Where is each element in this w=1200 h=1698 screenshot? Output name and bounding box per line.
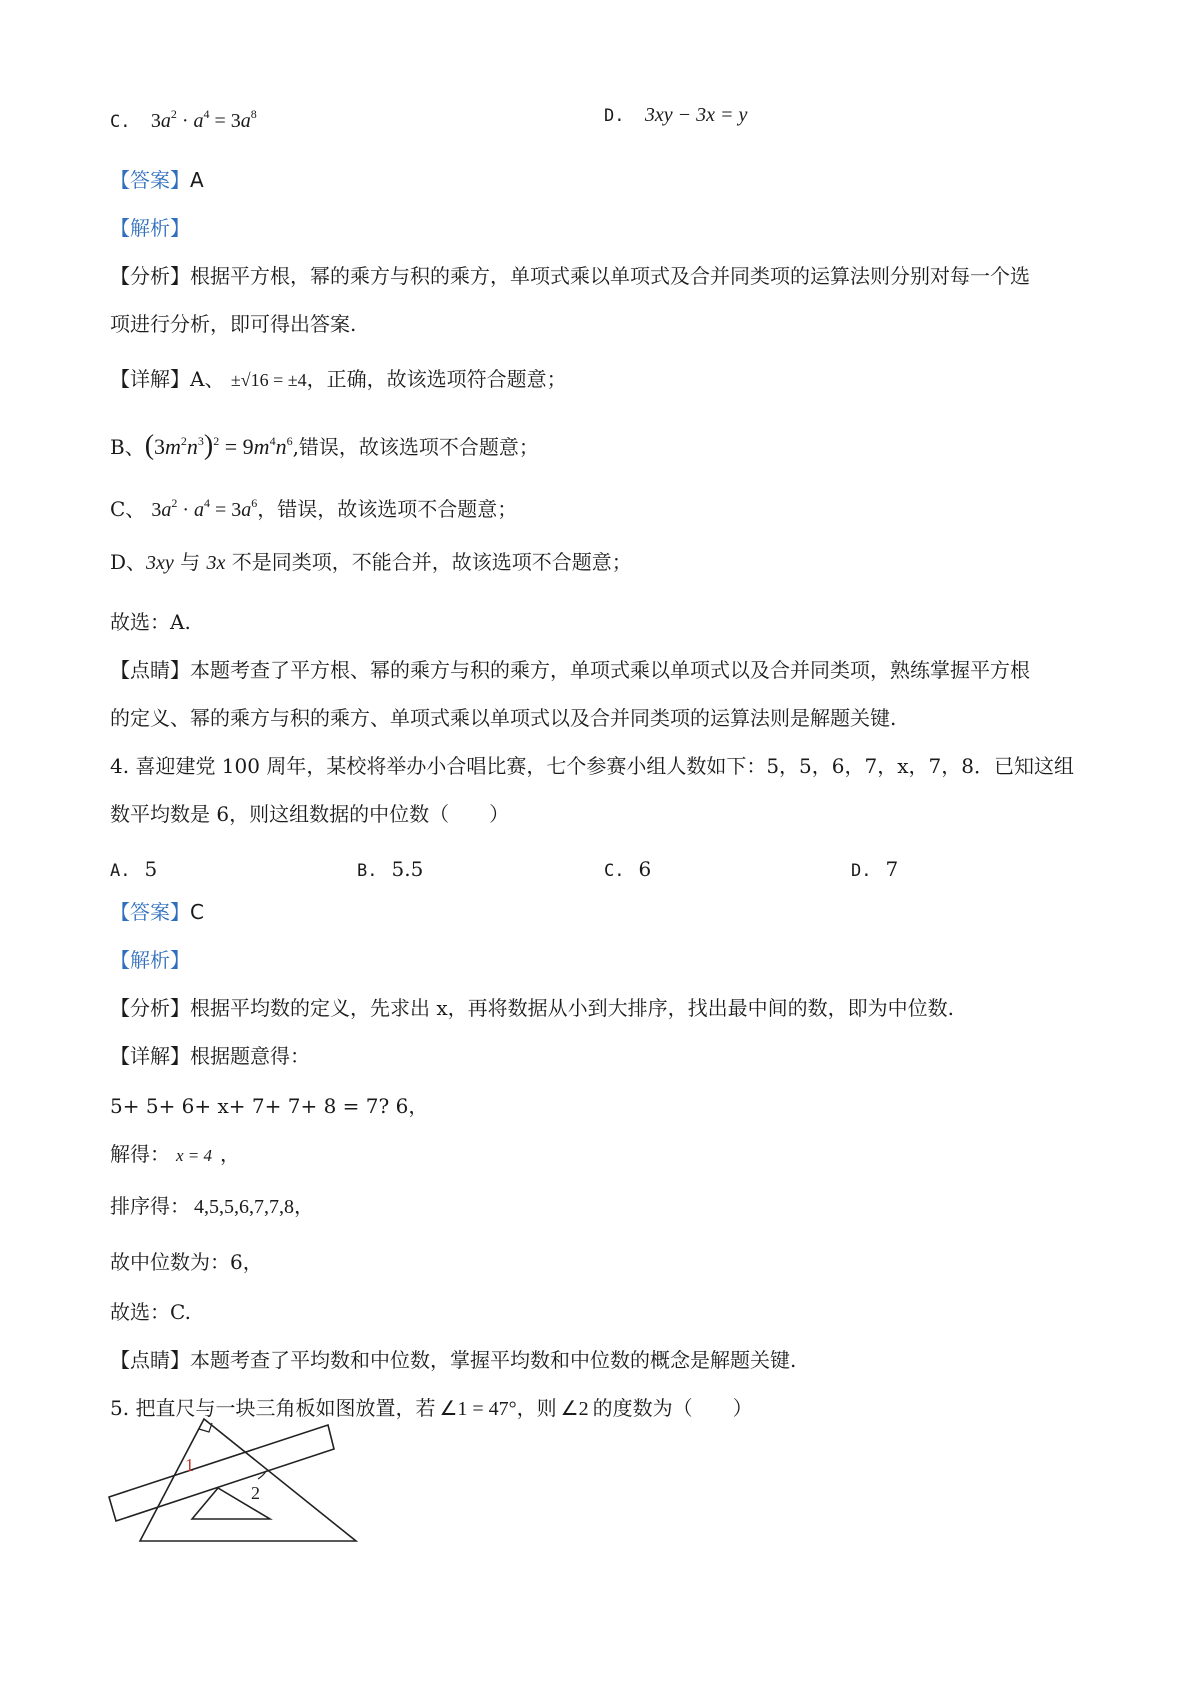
q4-solve: 解得： x = 4 ， xyxy=(110,1142,241,1166)
q4-dianjing: 【点睛】本题考查了平均数和中位数，掌握平均数和中位数的概念是解题关键. xyxy=(110,1348,797,1372)
answer-value: A xyxy=(190,168,204,192)
q4-option-b: B. 5.5 xyxy=(357,857,424,881)
q4-equation: 5+ 5+ 6+ x+ 7+ 7+ 8 = 7? 6， xyxy=(110,1094,429,1118)
q3-answer xyxy=(110,166,204,194)
q3-detail-d: D、3xy 与 3x 不是同类项，不能合并，故该选项不合题意； xyxy=(110,550,632,574)
q4-analysis-tag: 【解析】 xyxy=(110,948,190,972)
q3-fenxi-cont: 项进行分析，即可得出答案. xyxy=(110,312,357,336)
q4-option-c: C. 6 xyxy=(604,857,652,881)
q4-stem-cont: 数平均数是 6，则这组数据的中位数（ ） xyxy=(110,802,510,826)
q4-option-a: A. 5 xyxy=(110,857,158,881)
ruler-triangle-figure xyxy=(108,1415,368,1555)
option-label: C. xyxy=(110,112,131,132)
q4-stem: 4. 喜迎建党 100 周年，某校将举办小合唱比赛，七个参赛小组人数如下：5，5，6，7，x，7，8．已知这组 xyxy=(110,754,1074,778)
answer-tag: 【答案】 xyxy=(110,168,190,192)
q3-detail-c: C、 $3a^2 \cdot a^4 = 3a^6$，错误，故该选项不合题意； xyxy=(110,496,518,521)
ruler xyxy=(109,1425,334,1521)
q4-answer xyxy=(110,898,204,926)
q4-choose: 故选：C. xyxy=(110,1300,191,1324)
option-expression: 3xy − 3x = y xyxy=(644,104,748,126)
q4-xiangjie: 【详解】根据题意得： xyxy=(110,1044,310,1068)
q4-fenxi: 【分析】根据平均数的定义，先求出 x，再将数据从小到大排序，找出最中间的数，即为中位数. xyxy=(110,996,954,1020)
answer-value: C xyxy=(190,900,204,924)
xiangjie-tag: 【详解】 xyxy=(110,367,190,391)
q5-stem: 5. 把直尺与一块三角板如图放置，若 ∠1 = 47°，则 ∠2 的度数为（ ） xyxy=(110,1396,753,1420)
fenxi-tag: 【分析】 xyxy=(110,264,190,288)
q4-median: 故中位数为：6， xyxy=(110,1250,263,1274)
angle1-expression: ∠1 = 47° xyxy=(439,1398,517,1420)
q3-fenxi xyxy=(110,262,1030,290)
q3-analysis-tag: 【解析】 xyxy=(110,216,190,240)
q3-dianjing-cont: 的定义、幂的乘方与积的乘方、单项式乘以单项式以及合并同类项的运算法则是解题关键. xyxy=(110,706,897,730)
power-expression: $(3m^2n^3)^2 = 9m^4n^6$ xyxy=(144,430,293,461)
triangle-outer xyxy=(140,1419,356,1541)
sqrt-expression: ±√16 = ±4 xyxy=(230,370,307,390)
q3-choose: 故选：A. xyxy=(110,610,191,634)
option-d xyxy=(604,100,747,130)
dianjing-tag: 【点睛】 xyxy=(110,658,190,682)
fenxi-text: 根据平方根，幂的乘方与积的乘方，单项式乘以单项式及合并同类项的运算法则分别对每一个选 xyxy=(190,264,1030,288)
q3-detail-a: 【详解】A、 ±√16 = ±4，正确，故该选项符合题意； xyxy=(110,367,567,391)
option-label: D. xyxy=(604,106,625,126)
figure-label-2: 2 xyxy=(251,1483,260,1503)
q4-option-d: D. 7 xyxy=(851,857,899,881)
answer-tag: 【答案】 xyxy=(110,900,190,924)
q3-dianjing: 【点睛】本题考查了平方根、幂的乘方与积的乘方，单项式乘以单项式以及合并同类项，熟练掌握平方根 xyxy=(110,658,1030,682)
q4-sort: 排序得： 4,5,5,6,7,7,8， xyxy=(110,1194,314,1218)
option-expression: $3a^2 \cdot a^4 = 3a^8$ xyxy=(150,107,257,132)
option-c xyxy=(110,100,257,136)
q3-detail-b: B、$(3m^2n^3)^2 = 9m^4n^6$,错误，故该选项不合题意； xyxy=(110,430,539,461)
product-expression: $3a^2 \cdot a^4 = 3a^6$ xyxy=(151,496,258,521)
angle2-expression: ∠2 xyxy=(560,1398,589,1420)
figure-label-1: 1 xyxy=(185,1455,194,1475)
